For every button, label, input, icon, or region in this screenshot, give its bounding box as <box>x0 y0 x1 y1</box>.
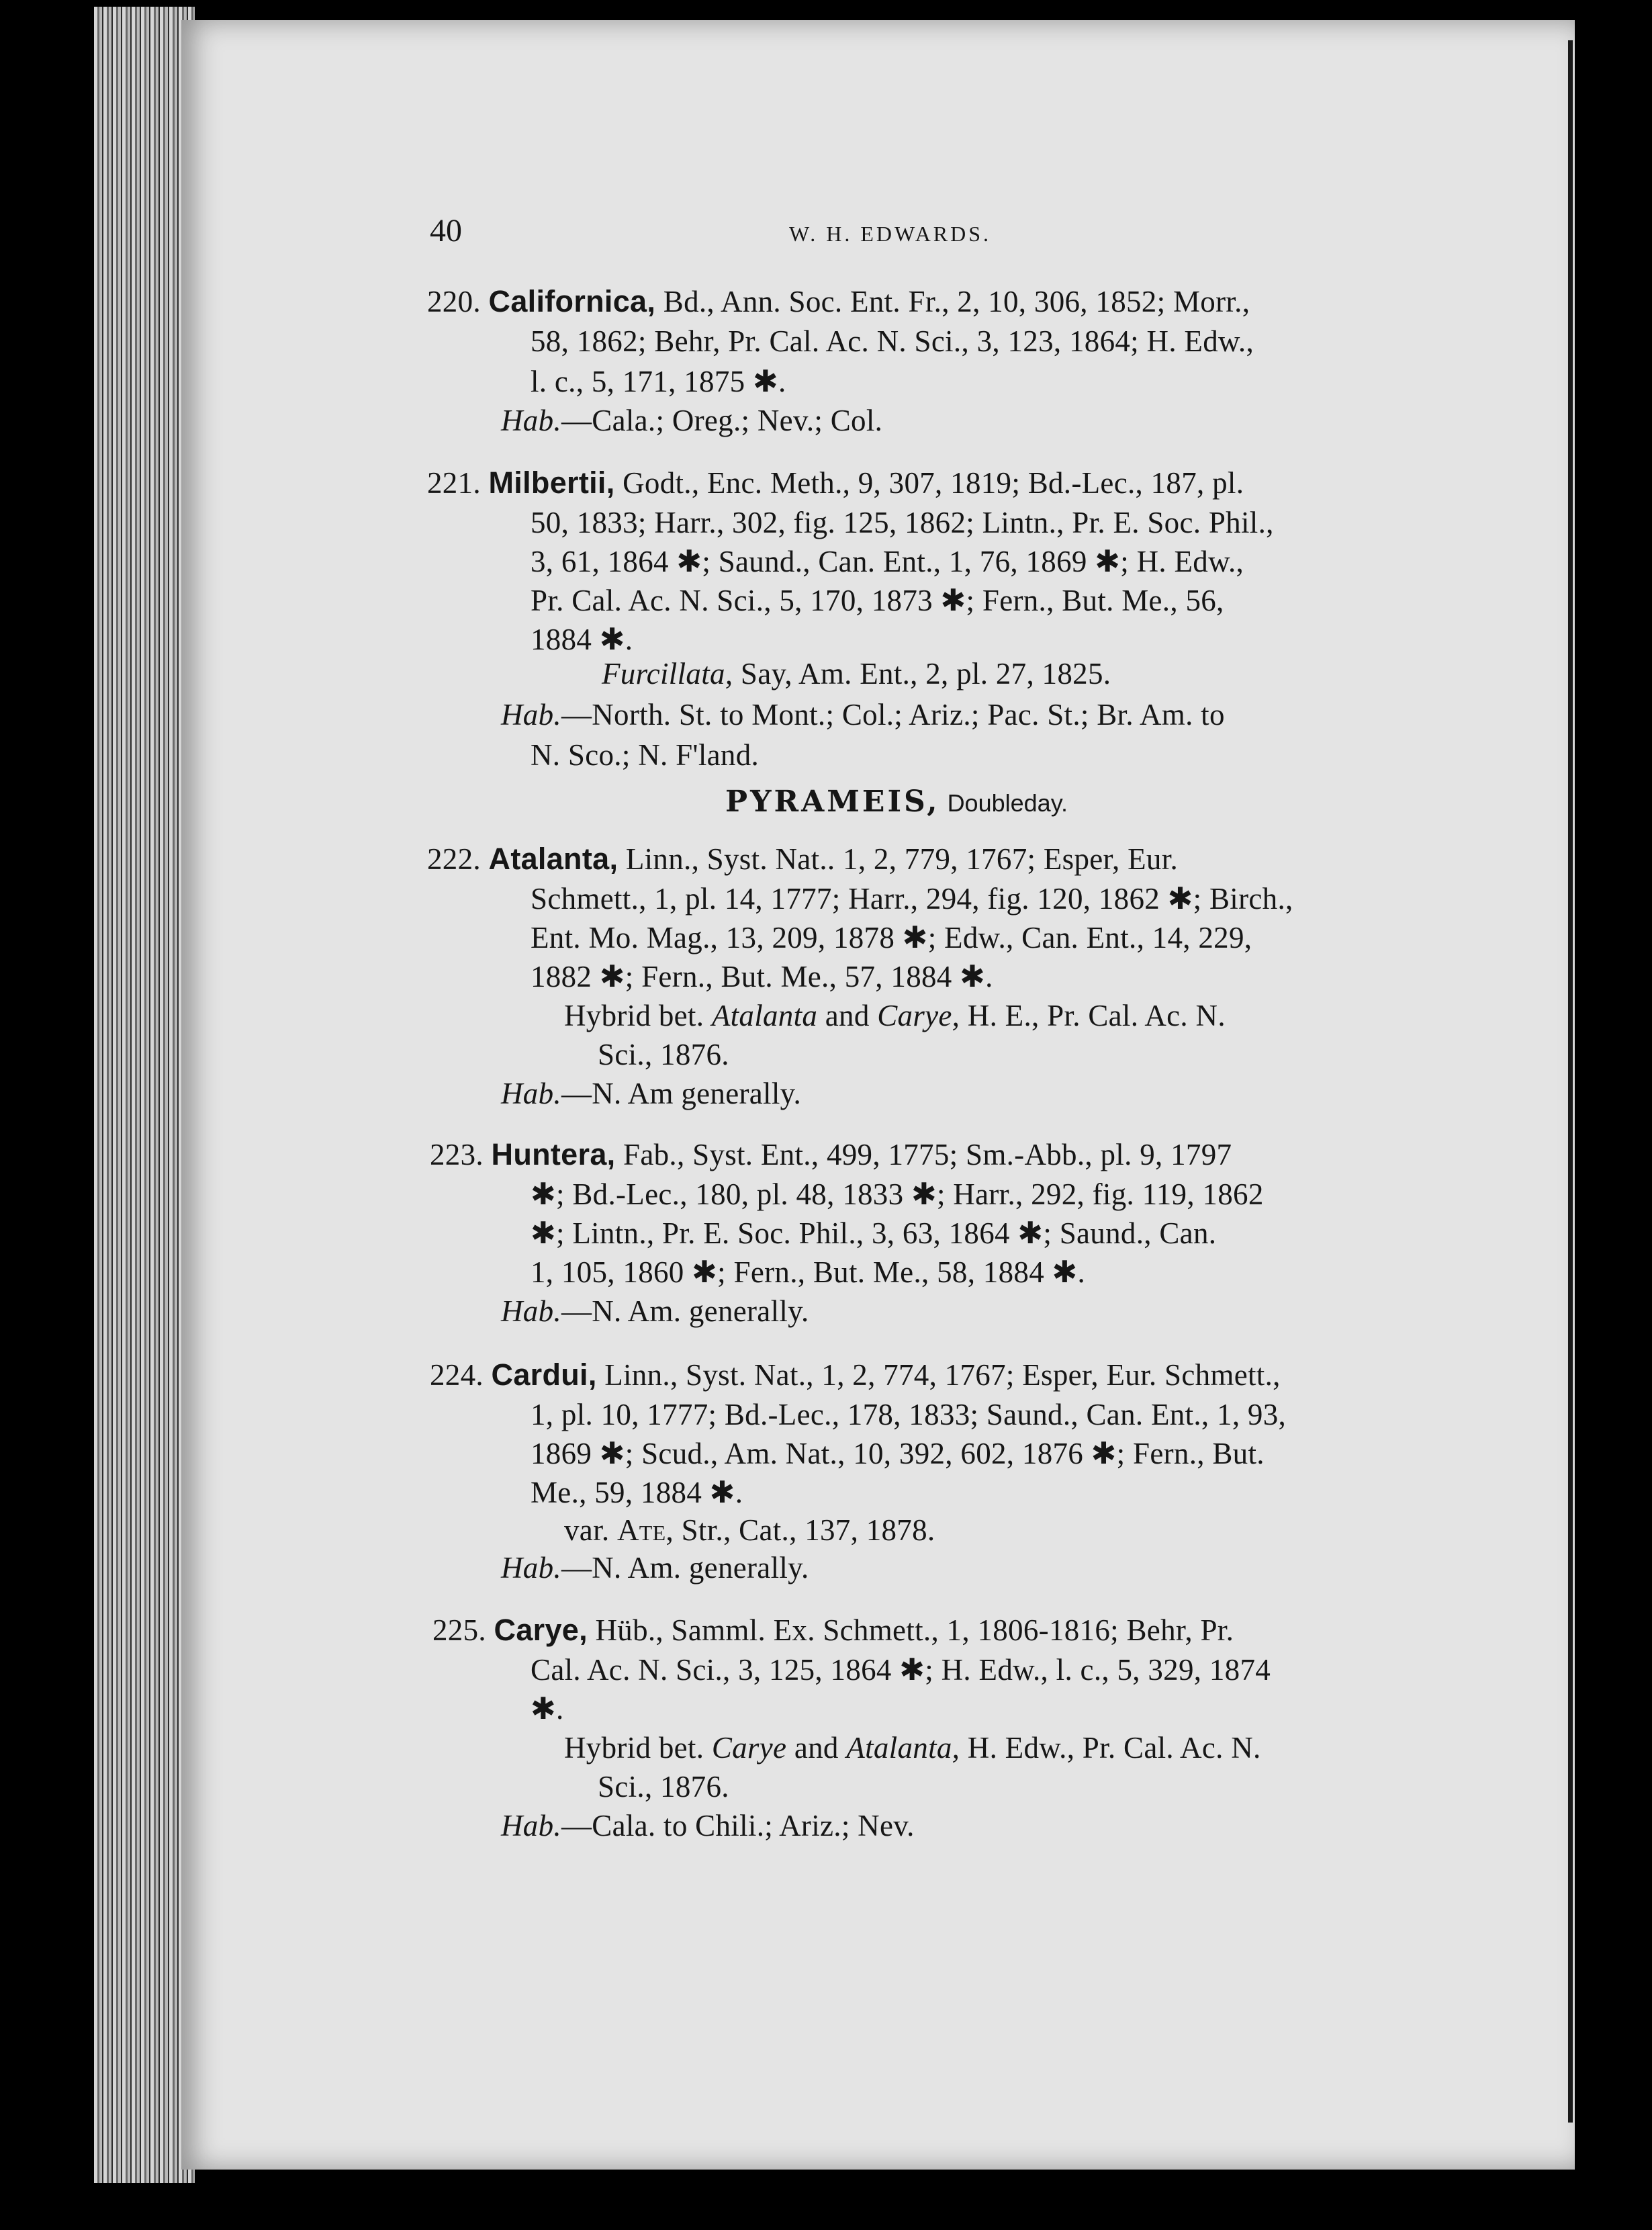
entry-222-hybrid-cont: Sci., 1876. <box>598 1038 729 1071</box>
entry-221-synonym: Furcillata, Say, Am. Ent., 2, pl. 27, 1825. <box>602 657 1111 690</box>
entry-225-line-1: 225. Carye, Hüb., Samml. Ex. Schmett., 1, 1806-1816; Behr, Pr. <box>432 1613 1234 1647</box>
species-name: Milbertii, <box>488 465 615 500</box>
entry-224-habitat: Hab.—N. Am. generally. <box>501 1551 809 1585</box>
entry-223-habitat: Hab.—N. Am. generally. <box>501 1294 809 1328</box>
entry-222-line-1: 222. Atalanta, Linn., Syst. Nat.. 1, 2, 779, 1767; Esper, Eur. <box>427 842 1179 876</box>
entry-number: 222. <box>427 842 481 876</box>
species-name: Cardui, <box>491 1357 597 1392</box>
entry-224-variety: var. Ate, Str., Cat., 137, 1878. <box>564 1513 935 1547</box>
entry-225-hybrid: Hybrid bet. Carye and Atalanta, H. Edw., Pr. Cal. Ac. N. <box>564 1731 1261 1765</box>
entry-221-habitat: Hab.—North. St. to Mont.; Col.; Ariz.; Pac. St.; Br. Am. to <box>501 698 1225 731</box>
entry-221-line-5: 1884 ✱. <box>531 623 633 656</box>
entry-225-hybrid-cont: Sci., 1876. <box>598 1770 729 1803</box>
entry-224-line-2: 1, pl. 10, 1777; Bd.-Lec., 178, 1833; Saund., Can. Ent., 1, 93, <box>531 1398 1287 1431</box>
entry-number: 223. <box>430 1138 484 1171</box>
entry-222-line-3: Ent. Mo. Mag., 13, 209, 1878 ✱; Edw., Can. Ent., 14, 229, <box>531 921 1252 954</box>
entry-224-line-3: 1869 ✱; Scud., Am. Nat., 10, 392, 602, 1876 ✱; Fern., But. <box>531 1437 1265 1470</box>
entry-220-line-2: 58, 1862; Behr, Pr. Cal. Ac. N. Sci., 3, 123, 1864; H. Edw., <box>531 324 1254 358</box>
entry-224-line-4: Me., 59, 1884 ✱. <box>531 1476 743 1509</box>
species-name: Carye, <box>494 1613 588 1647</box>
entry-221-line-1: 221. Milbertii, Godt., Enc. Meth., 9, 307, 1819; Bd.-Lec., 187, pl. <box>427 465 1244 500</box>
entry-223-line-2: ✱; Bd.-Lec., 180, pl. 48, 1833 ✱; Harr., 292, fig. 119, 1862 <box>531 1177 1264 1211</box>
entry-224-line-1: 224. Cardui, Linn., Syst. Nat., 1, 2, 774, 1767; Esper, Eur. Schmett., <box>430 1357 1281 1392</box>
entry-220-line-3: l. c., 5, 171, 1875 ✱. <box>531 365 786 398</box>
running-title: W. H. EDWARDS. <box>789 222 992 246</box>
page-number: 40 <box>430 213 462 249</box>
entry-225-line-2: Cal. Ac. N. Sci., 3, 125, 1864 ✱; H. Edw., l. c., 5, 329, 1874 <box>531 1653 1271 1687</box>
page-gutter-shadow <box>1568 40 1573 2123</box>
entry-223-line-4: 1, 105, 1860 ✱; Fern., But. Me., 58, 1884 ✱. <box>531 1255 1086 1289</box>
species-name: Californica, <box>488 284 656 318</box>
entry-222-habitat: Hab.—N. Am generally. <box>501 1077 802 1110</box>
entry-225-habitat: Hab.—Cala. to Chili.; Ariz.; Nev. <box>501 1809 915 1842</box>
entry-225-line-3: ✱. <box>531 1692 564 1726</box>
entry-222-line-2: Schmett., 1, pl. 14, 1777; Harr., 294, fig. 120, 1862 ✱; Birch., <box>531 882 1293 916</box>
species-name: Atalanta, <box>488 842 618 876</box>
entry-220-line-1: 220. Californica, Bd., Ann. Soc. Ent. Fr., 2, 10, 306, 1852; Morr., <box>427 284 1250 318</box>
book-page-edges <box>94 7 195 2183</box>
entry-number: 224. <box>430 1358 484 1392</box>
entry-222-hybrid: Hybrid bet. Atalanta and Carye, H. E., Pr. Cal. Ac. N. <box>564 999 1226 1032</box>
entry-221-line-4: Pr. Cal. Ac. N. Sci., 5, 170, 1873 ✱; Fern., But. Me., 56, <box>531 584 1224 617</box>
entry-number: 221. <box>427 466 481 500</box>
entry-223-line-3: ✱; Lintn., Pr. E. Soc. Phil., 3, 63, 1864 ✱; Saund., Can. <box>531 1216 1217 1250</box>
entry-223-line-1: 223. Huntera, Fab., Syst. Ent., 499, 1775; Sm.-Abb., pl. 9, 1797 <box>430 1137 1232 1171</box>
entry-221-line-3: 3, 61, 1864 ✱; Saund., Can. Ent., 1, 76, 1869 ✱; H. Edw., <box>531 545 1244 578</box>
entry-221-line-2: 50, 1833; Harr., 302, fig. 125, 1862; Lintn., Pr. E. Soc. Phil., <box>531 506 1274 539</box>
entry-220-habitat: Hab.—Cala.; Oreg.; Nev.; Col. <box>501 404 883 437</box>
entry-221-habitat-cont: N. Sco.; N. F'land. <box>531 738 760 772</box>
entry-number: 225. <box>432 1613 486 1647</box>
entry-222-line-4: 1882 ✱; Fern., But. Me., 57, 1884 ✱. <box>531 960 993 993</box>
entry-number: 220. <box>427 285 481 318</box>
genus-heading: PYRAMEIS, Doubleday. <box>725 785 1068 819</box>
species-name: Huntera, <box>491 1137 616 1171</box>
